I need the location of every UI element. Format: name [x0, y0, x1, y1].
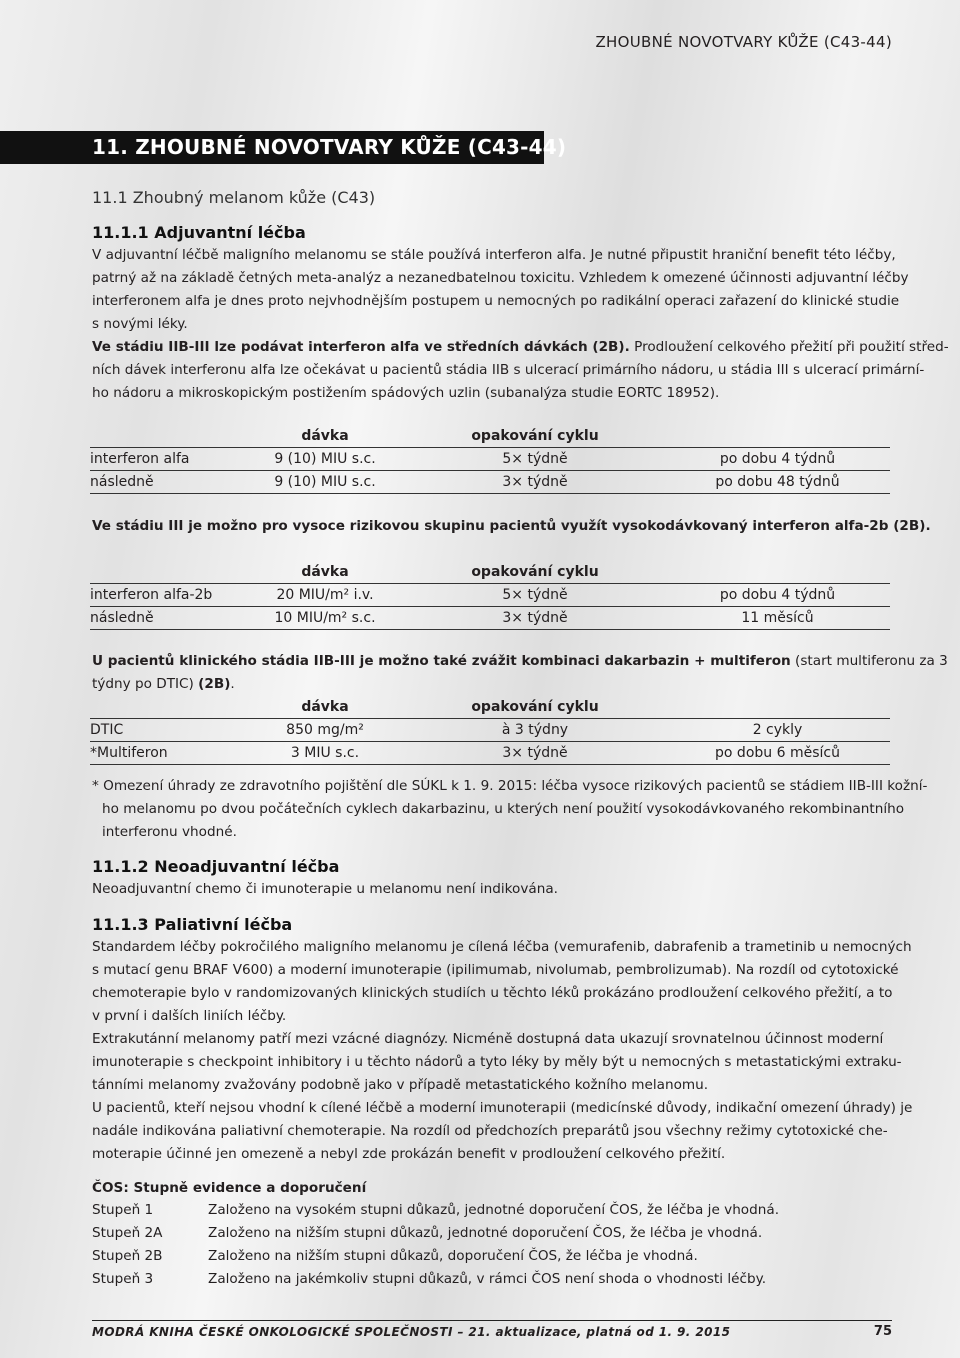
evidence-level-desc: Založeno na vysokém stupni důkazů, jednotné doporučení ČOS, že léčba je vhodná. [208, 1202, 780, 1218]
dose-table-interferon-alfa-2b [90, 561, 890, 630]
heading-palliative [92, 915, 292, 934]
evidence-row [92, 1222, 779, 1245]
header-empty [90, 561, 245, 584]
text-line: interferonem alfa je dnes proto nejvhodnějším postupem u nemocných po radikální operaci zařazení do klinické studie [92, 293, 900, 309]
stage3-note: Ve stádiu III je možno pro vysoce rizikovou skupinu pacientů využít vysokodávkovaný interferon alfa-2b (2B). [92, 518, 931, 534]
table-row [90, 471, 890, 494]
cell-duration: po dobu 48 týdnů [665, 471, 890, 494]
table-row [90, 742, 890, 765]
text-line: v první i dalších liniích léčby. [92, 1008, 287, 1024]
text-line: s novými léky. [92, 316, 188, 332]
cell-duration: 2 cykly [665, 719, 890, 742]
text-line: V adjuvantní léčbě maligního melanomu se stále používá interferon alfa. Je nutné připustit hraniční benefit této léčby, [92, 247, 896, 263]
evidence-level-label: Stupeň 3 [92, 1271, 154, 1287]
text-line: U pacientů, kteří nejsou vhodní k cílené léčbě a moderní imunoterapii (medicínské důvody, indikační omezení úhrady) je [92, 1100, 913, 1116]
evidence-level-desc: Založeno na nižším stupni důkazů, jednotné doporučení ČOS, že léčba je vhodná. [208, 1225, 763, 1241]
section-title: 11.1 Zhoubný melanom kůže (C43) [92, 188, 376, 207]
heading-text: Paliativní léčba [154, 915, 293, 934]
text-line: interferonu vhodné. [102, 824, 237, 840]
table-row [90, 607, 890, 630]
text-line [92, 650, 948, 673]
text-line [92, 673, 892, 696]
text-line [92, 336, 949, 359]
evidence-row [92, 1268, 779, 1291]
adjuvant-paragraph [92, 244, 949, 405]
cell-duration: 11 měsíců [665, 607, 890, 630]
cell-dose: 850 mg/m² [245, 719, 405, 742]
footer-text: MODRÁ KNIHA ČESKÉ ONKOLOGICKÉ SPOLEČNOSTI – 21. aktualizace, platná od 1. 9. 2015 [92, 1325, 731, 1339]
header-empty [90, 696, 245, 719]
column-header-cycle: opakování cyklu [471, 699, 599, 715]
evidence-level-desc: Založeno na jakémkoliv stupni důkazů, v rámci ČOS není shoda o vhodnosti léčby. [208, 1271, 767, 1287]
evidence-level-label: Stupeň 1 [92, 1202, 154, 1218]
column-header-dose: dávka [301, 564, 349, 580]
text-line: s mutací genu BRAF V600) a moderní imunoterapie (ipilimumab, nivolumab, pembrolizumab). Na rozdíl od cytotoxické [92, 962, 899, 978]
cell-duration: po dobu 6 měsíců [665, 742, 890, 765]
column-header-cycle: opakování cyklu [471, 428, 599, 444]
footnote [92, 775, 928, 844]
neoadjuvant-text: Neoadjuvantní chemo či imunoterapie u melanomu není indikována. [92, 881, 559, 897]
cell-frequency: 5× týdně [405, 448, 665, 471]
cell-dose: 3 MIU s.c. [245, 742, 405, 765]
text-line: ho melanomu po dvou počátečních cyklech dakarbazinu, u kterých není použití vysokodávkovaného rekombinantního [102, 801, 905, 817]
column-header-dose: dávka [301, 699, 349, 715]
column-header-cycle: opakování cyklu [471, 564, 599, 580]
cell-drug: následně [90, 471, 245, 494]
cell-drug: interferon alfa-2b [90, 584, 245, 607]
cell-frequency: 3× týdně [405, 607, 665, 630]
evidence-row [92, 1245, 779, 1268]
text-line: * Omezení úhrady ze zdravotního pojištění dle SÚKL k 1. 9. 2015: léčba vysoce rizikových pacientů se stádiem IIB-III kožní- [92, 778, 928, 794]
text-span: . [230, 676, 235, 692]
table-row [90, 719, 890, 742]
text-line: ních dávek interferonu alfa lze očekávat u pacientů stádia IIB s ulcerací primárního nádoru, u stádia III s ulcerací primární- [92, 362, 925, 378]
text-line: chemoterapie bylo v randomizovaných klinických studiích u těchto léků prokázáno prodloužení celkového přežití, a to [92, 985, 893, 1001]
footer-divider [92, 1320, 892, 1321]
heading-text: Adjuvantní léčba [154, 223, 306, 242]
cell-frequency: 5× týdně [405, 584, 665, 607]
heading-number: 11.1.1 [92, 223, 149, 242]
text-span: týdny po DTIC) [92, 676, 199, 692]
dose-table-dtic-multiferon [90, 696, 890, 765]
text-line: Extrakutánní melanomy patří mezi vzácné diagnózy. Nicméně dostupná data ukazují srovnatelnou účinnost moderní [92, 1031, 884, 1047]
cell-dose: 20 MIU/m² i.v. [245, 584, 405, 607]
evidence-row [92, 1199, 779, 1222]
text-line: Standardem léčby pokročilého maligního melanomu je cílená léčba (vemurafenib, dabrafenib a trametinib u nemocných [92, 939, 912, 955]
header-empty [665, 696, 890, 719]
evidence-level-label: Stupeň 2A [92, 1225, 163, 1241]
evidence-level-label: Stupeň 2B [92, 1248, 163, 1264]
header-empty [665, 425, 890, 448]
cell-duration: po dobu 4 týdnů [665, 448, 890, 471]
chapter-title: 11. ZHOUBNÉ NOVOTVARY KŮŽE (C43-44) [0, 131, 544, 164]
text-line: imunoterapie s checkpoint inhibitory i u těchto nádorů a tyto léky by měly být u nemocných s metastatickými extraku- [92, 1054, 902, 1070]
cell-frequency: 3× týdně [405, 742, 665, 765]
cell-drug: *Multiferon [90, 742, 245, 765]
table-row [90, 584, 890, 607]
cell-dose: 10 MIU/m² s.c. [245, 607, 405, 630]
evidence-list [92, 1199, 779, 1291]
evidence-title: ČOS: Stupně evidence a doporučení [92, 1180, 367, 1196]
cell-frequency: à 3 týdny [405, 719, 665, 742]
evidence-level: (2B) [198, 676, 231, 692]
text-line: moterapie účinné jen omezeně a nebyl zde prokázán benefit v prodloužení celkového přežití. [92, 1146, 726, 1162]
recommendation-bold: Ve stádiu IIB-III lze podávat interferon alfa ve středních dávkách (2B). [92, 339, 630, 355]
combination-paragraph [92, 650, 948, 696]
header-empty [90, 425, 245, 448]
cell-dose: 9 (10) MIU s.c. [245, 448, 405, 471]
text-line: tánními melanomy zvažovány podobně jako v případě metastatického kožního melanomu. [92, 1077, 709, 1093]
heading-text: Neoadjuvantní léčba [154, 857, 340, 876]
column-header-dose: dávka [301, 428, 349, 444]
page-number: 75 [873, 1324, 892, 1339]
cell-drug: DTIC [90, 719, 245, 742]
cell-frequency: 3× týdně [405, 471, 665, 494]
palliative-paragraph [92, 936, 913, 1166]
cell-drug: interferon alfa [90, 448, 245, 471]
cell-drug: následně [90, 607, 245, 630]
text-span: (start multiferonu za 3 [790, 653, 948, 669]
dose-table-interferon-alfa [90, 425, 890, 494]
header-empty [665, 561, 890, 584]
text-line: nadále indikována paliativní chemoterapie. Na rozdíl od předchozích preparátů jsou všechny režimy cytotoxické che- [92, 1123, 888, 1139]
combo-bold: U pacientů klinického stádia IIB-III je možno také zvážit kombinaci dakarbazin + multiferon [92, 653, 791, 669]
text-line: ho nádoru a mikroskopickým postižením spádových uzlin (subanalýza studie EORTC 18952). [92, 385, 720, 401]
cell-dose: 9 (10) MIU s.c. [245, 471, 405, 494]
text-span: Prodloužení celkového přežití při použití střed- [629, 339, 949, 355]
heading-adjuvant [92, 223, 306, 242]
heading-number: 11.1.2 [92, 857, 149, 876]
cell-duration: po dobu 4 týdnů [665, 584, 890, 607]
running-header: ZHOUBNÉ NOVOTVARY KŮŽE (C43-44) [595, 33, 892, 51]
heading-neoadjuvant [92, 857, 339, 876]
table-row [90, 448, 890, 471]
heading-number: 11.1.3 [92, 915, 149, 934]
evidence-level-desc: Založeno na nižším stupni důkazů, doporučení ČOS, že léčba je vhodná. [208, 1248, 698, 1264]
text-line: patrný až na základě četných meta-analýz a nezanedbatelnou toxicitu. Vzhledem k omezené účinnosti adjuvantní léčby [92, 270, 909, 286]
